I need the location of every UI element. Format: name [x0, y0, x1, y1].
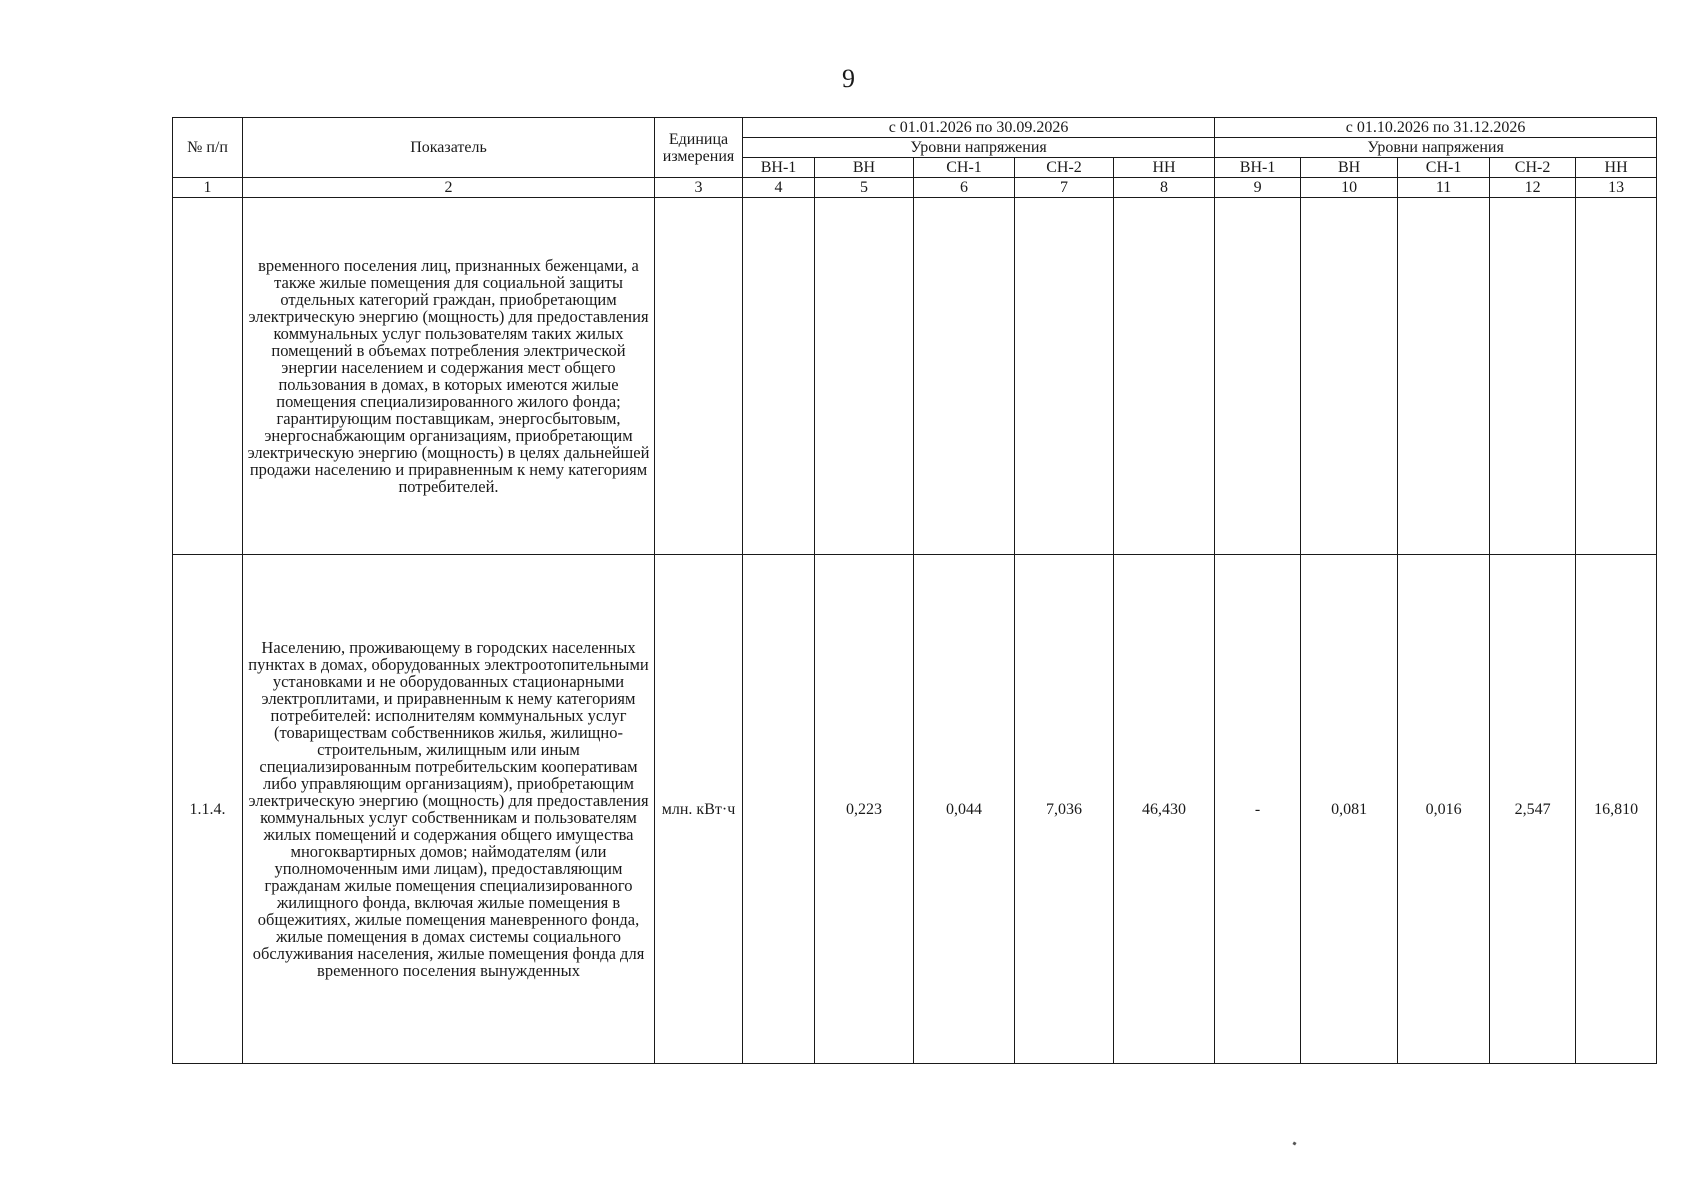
- col-number: 13: [1576, 178, 1657, 198]
- level-vn-p1: ВН: [815, 158, 914, 178]
- row-value: -: [1215, 555, 1301, 1064]
- row-value: 0,081: [1301, 555, 1398, 1064]
- row-unit: млн. кВт·ч: [655, 555, 743, 1064]
- row-index: 1.1.4.: [173, 555, 243, 1064]
- col-number: 6: [914, 178, 1015, 198]
- row-value: [914, 198, 1015, 555]
- level-sn1-p2: СН-1: [1398, 158, 1490, 178]
- header-indicator: Показатель: [243, 118, 655, 178]
- header-voltage-2: Уровни напряжения: [1215, 138, 1657, 158]
- level-sn2-p2: СН-2: [1490, 158, 1576, 178]
- row-indicator-text: временного поселения лиц, признанных беженцами, а также жилые помещения для социальной защиты отдельных категорий граждан, приобретающим электрическую энергию (мощность) для предоставления коммунальных услуг пользователям таких жилых помещений в объемах потребления электрической энергии населением и содержания мест общего пользования в домах, в которых имеются жилые помещения специализированного жилого фонда; гарантирующим поставщикам, энергосбытовым, энергоснабжающим организациям, приобретающим электрическую энергию (мощность) в целях дальнейшей продажи населению и приравненным к нему категориям потребителей.: [243, 198, 655, 555]
- column-number-row: [173, 178, 1657, 198]
- col-number: 1: [173, 178, 243, 198]
- scan-speck: [1292, 1141, 1296, 1145]
- level-vn1-p2: ВН-1: [1215, 158, 1301, 178]
- page-number: 9: [842, 64, 855, 93]
- row-value: 0,223: [815, 555, 914, 1064]
- col-number: 7: [1015, 178, 1114, 198]
- row-value: [1114, 198, 1215, 555]
- row-value: [1301, 198, 1398, 555]
- row-value: 46,430: [1114, 555, 1215, 1064]
- row-value: 16,810: [1576, 555, 1657, 1064]
- row-value: 7,036: [1015, 555, 1114, 1064]
- row-value: 0,016: [1398, 555, 1490, 1064]
- header-period-2: с 01.10.2026 по 31.12.2026: [1215, 118, 1657, 138]
- level-sn2-p1: СН-2: [1015, 158, 1114, 178]
- table-row: [173, 555, 1657, 1064]
- col-number: 9: [1215, 178, 1301, 198]
- row-value: 0,044: [914, 555, 1015, 1064]
- row-indicator-text: Населению, проживающему в городских населенных пунктах в домах, оборудованных электроотопительными установками и не оборудованных стационарными электроплитами, и приравненным к нему категориям потребителей: исполнителям коммунальных услуг (товариществам собственников жилья, жилищно-строительным, жилищным или иным специализированным потребительским кооперативам либо управляющим организациям), приобретающим электрическую энергию (мощность) для предоставления коммунальных услуг собственникам и пользователям жилых помещений и содержания общего имущества многоквартирных домов; наймодателям (или уполномоченным ими лицам), предоставляющим гражданам жилые помещения специализированного жилищного фонда, включая жилые помещения в общежитиях, жилые помещения маневренного фонда, жилые помещения в домах системы социального обслуживания населения, жилые помещения фонда для временного поселения вынужденных: [243, 555, 655, 1064]
- col-number: 10: [1301, 178, 1398, 198]
- header-no: № п/п: [173, 118, 243, 178]
- header-voltage-1: Уровни напряжения: [743, 138, 1215, 158]
- row-value: [1576, 198, 1657, 555]
- row-value: 2,547: [1490, 555, 1576, 1064]
- row-value: [1015, 198, 1114, 555]
- row-value: [743, 198, 815, 555]
- col-number: 5: [815, 178, 914, 198]
- tariff-table: [172, 117, 1657, 1064]
- col-number: 8: [1114, 178, 1215, 198]
- row-value: [1215, 198, 1301, 555]
- row-unit: [655, 198, 743, 555]
- row-value: [815, 198, 914, 555]
- col-number: 12: [1490, 178, 1576, 198]
- header-unit: Единица измерения: [655, 118, 743, 178]
- row-value: [743, 555, 815, 1064]
- header-period-1: с 01.01.2026 по 30.09.2026: [743, 118, 1215, 138]
- col-number: 4: [743, 178, 815, 198]
- row-value: [1490, 198, 1576, 555]
- col-number: 11: [1398, 178, 1490, 198]
- level-nn-p1: НН: [1114, 158, 1215, 178]
- level-sn1-p1: СН-1: [914, 158, 1015, 178]
- col-number: 2: [243, 178, 655, 198]
- level-vn1-p1: ВН-1: [743, 158, 815, 178]
- level-nn-p2: НН: [1576, 158, 1657, 178]
- row-index: [173, 198, 243, 555]
- row-value: [1398, 198, 1490, 555]
- col-number: 3: [655, 178, 743, 198]
- level-vn-p2: ВН: [1301, 158, 1398, 178]
- table-row: [173, 198, 1657, 555]
